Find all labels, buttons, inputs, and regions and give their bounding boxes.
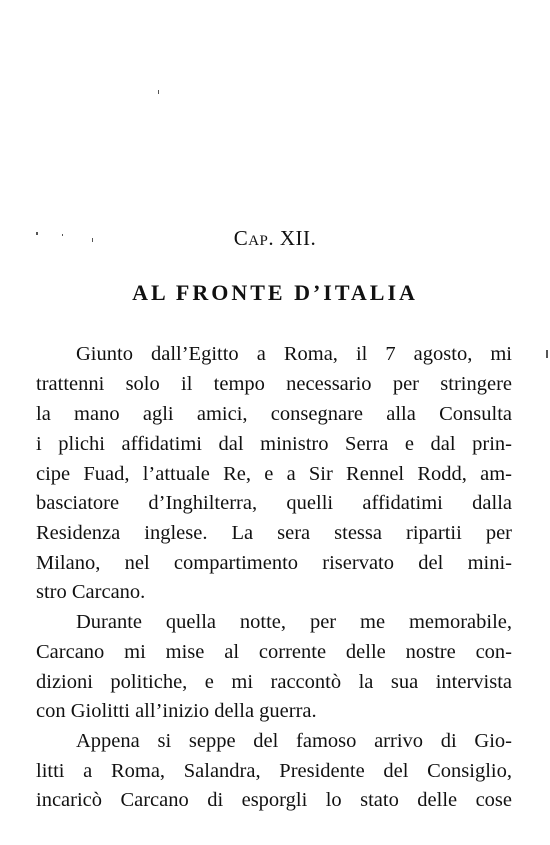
text-line: la mano agli amici, consegnare alla Consulta	[36, 403, 512, 425]
text-line: i plichi affidatimi dal ministro Serra e dal prin-	[36, 433, 512, 455]
text-line: Residenza inglese. La sera stessa ripartii per	[36, 522, 512, 544]
text-line: stro Carcano.	[36, 581, 146, 603]
text-line: Milano, nel compartimento riservato del mini-	[36, 552, 512, 574]
text-line: basciatore d’Inghilterra, quelli affidatimi dalla	[36, 492, 512, 514]
text-line: dizioni politiche, e mi raccontò la sua intervista	[36, 671, 512, 693]
text-line: cipe Fuad, l’attuale Re, e a Sir Rennel Rodd, am-	[36, 463, 512, 485]
text-line: Giunto dall’Egitto a Roma, il 7 agosto, mi	[76, 343, 512, 365]
print-speck	[158, 90, 159, 94]
chapter-heading	[0, 226, 550, 251]
text-line: Carcano mi mise al corrente delle nostre con-	[36, 641, 512, 663]
print-speck	[546, 350, 548, 358]
chapter-prefix: Cap	[233, 226, 269, 250]
chapter-number: . XII.	[268, 226, 317, 250]
text-line: con Giolitti all’inizio della guerra.	[36, 700, 317, 722]
text-line: litti a Roma, Salandra, Presidente del Consiglio,	[36, 760, 512, 782]
text-line: Durante quella notte, per me memorabile,	[76, 611, 512, 633]
chapter-title: AL FRONTE D’ITALIA	[132, 280, 418, 305]
text-line: incaricò Carcano di esporgli lo stato delle cose	[36, 789, 512, 811]
text-line: Appena si seppe del famoso arrivo di Gio-	[76, 730, 512, 752]
text-line: trattenni solo il tempo necessario per stringere	[36, 373, 512, 395]
